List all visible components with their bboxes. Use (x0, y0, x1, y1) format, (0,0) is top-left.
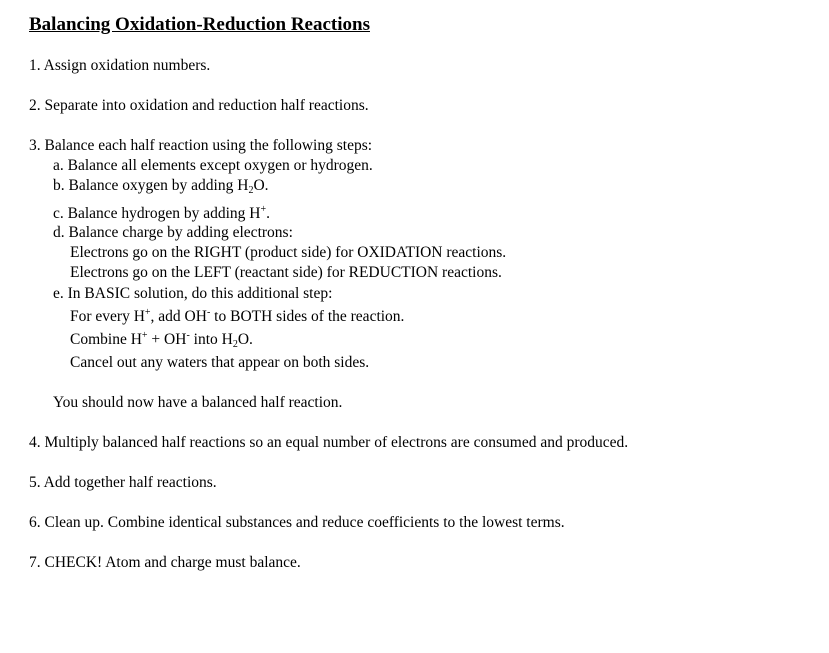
step-3e-line-3: Cancel out any waters that appear on both sides. (70, 354, 370, 371)
step-3b-text-end: O. (253, 177, 269, 194)
step-3e: e. In BASIC solution, do this additional step: (53, 285, 333, 302)
step-4: 4. Multiply balanced half reactions so an equal number of electrons are consumed and produced. (29, 434, 629, 451)
balanced-note: You should now have a balanced half reaction. (53, 394, 343, 411)
step-5: 5. Add together half reactions. (29, 474, 217, 491)
step-3: 3. Balance each half reaction using the following steps: (29, 137, 373, 154)
step-3b (53, 177, 269, 195)
step-3b-subscript: 2 (248, 185, 254, 196)
h-plus-superscript: + (141, 330, 148, 341)
step-3e-line-2-text: Combine H (70, 331, 142, 348)
step-3b-text: b. Balance oxygen by adding H (53, 177, 249, 194)
oh-minus-superscript: - (206, 307, 211, 318)
step-3d: d. Balance charge by adding electrons: (53, 224, 293, 241)
step-3e-line-2-text-3: into H (189, 331, 233, 348)
step-3c (53, 205, 270, 223)
step-3e-line-1-text-2: , add OH (150, 308, 207, 325)
page-title: Balancing Oxidation-Reduction Reactions (29, 14, 370, 35)
step-3c-superscript: + (260, 204, 267, 215)
step-3c-text-end: . (266, 205, 270, 222)
step-3e-line-1 (70, 308, 404, 326)
step-3e-line-2-text-2: + OH (147, 331, 187, 348)
step-3e-line-2 (70, 331, 253, 349)
step-3d-reduction-note: Electrons go on the LEFT (reactant side) for REDUCTION reactions. (70, 264, 502, 281)
oh-minus-superscript: - (186, 330, 190, 341)
step-3c-text: c. Balance hydrogen by adding H (53, 205, 261, 222)
step-1: 1. Assign oxidation numbers. (29, 57, 211, 74)
step-3d-oxidation-note: Electrons go on the RIGHT (product side) for OXIDATION reactions. (70, 244, 507, 261)
step-3e-line-1-text: For every H (70, 308, 145, 325)
step-7: 7. CHECK! Atom and charge must balance. (29, 554, 301, 571)
step-3a: a. Balance all elements except oxygen or hydrogen. (53, 157, 373, 174)
step-3e-line-2-text-4: O. (237, 331, 253, 348)
step-6: 6. Clean up. Combine identical substances and reduce coefficients to the lowest terms. (29, 514, 565, 531)
h-plus-superscript: + (144, 307, 151, 318)
water-subscript: 2 (232, 339, 238, 350)
step-2: 2. Separate into oxidation and reduction half reactions. (29, 97, 369, 114)
step-3e-line-1-text-3: to BOTH sides of the reaction. (210, 308, 405, 325)
